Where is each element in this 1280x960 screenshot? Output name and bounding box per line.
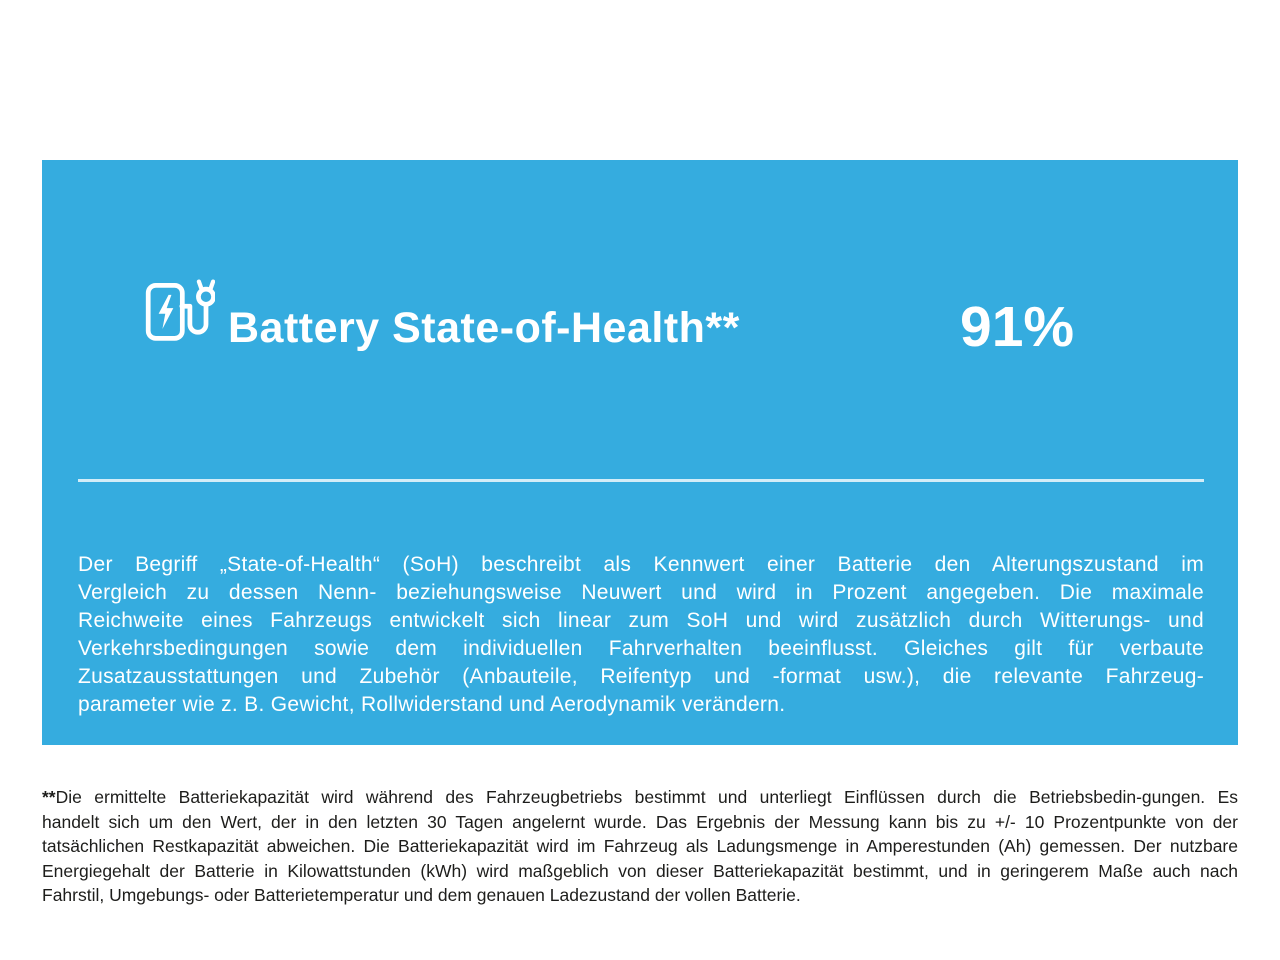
footnote	[42, 785, 1238, 908]
footnote-line: Energiegehalt der Batterie in Kilowattstunden (kWh) wird maßgeblich von dieser Batteriekapazität bestimmt, und in geringerem Maße auch nach	[42, 860, 1238, 881]
card-description	[78, 551, 1204, 719]
footnote-line: tatsächlichen Restkapazität abweichen. Die Batteriekapazität wird im Fahrzeug als Ladungsmenge in Amperestunden (Ah) gemessen. Der nutzbare	[42, 836, 1238, 856]
description-line: Zusatzausstattungen und Zubehör (Anbauteile, Reifentyp und -format usw.), die relevante Fahrzeug-	[78, 665, 1204, 688]
footnote-line-text: Die ermittelte Batteriekapazität wird während des Fahrzeugbetriebs bestimmt und unterliegt Einflüssen durch die Betriebsbedin-gungen. Es	[55, 787, 1238, 807]
charging-station-icon	[143, 274, 215, 346]
footnote-marker: **	[42, 787, 56, 807]
description-line: Reichweite eines Fahrzeugs entwickelt sich linear zum SoH und wird zusätzlich durch Witterungs- und	[78, 609, 1204, 632]
battery-soh-card	[42, 160, 1238, 745]
footnote-line: Fahrstil, Umgebungs- oder Batterietemperatur und dem genauen Ladezustand der vollen Batterie.	[42, 885, 801, 905]
footnote-line	[42, 785, 1238, 810]
card-title: Battery State-of-Health**	[228, 304, 740, 352]
description-line: Verkehrsbedingungen sowie dem individuellen Fahrverhalten beeinflusst. Gleiches gilt für verbaute	[78, 637, 1204, 660]
description-line: Vergleich zu dessen Nenn- beziehungsweise Neuwert und wird in Prozent angegeben. Die maximale	[78, 581, 1204, 604]
soh-value: 91%	[960, 295, 1075, 359]
divider	[78, 479, 1204, 482]
description-line: Der Begriff „State-of-Health“ (SoH) beschreibt als Kennwert einer Batterie den Alterungszustand im	[78, 553, 1204, 576]
description-line: parameter wie z. B. Gewicht, Rollwiderstand und Aerodynamik verändern.	[78, 693, 786, 716]
footnote-line: handelt sich um den Wert, der in den letzten 30 Tagen angelernt wurde. Das Ergebnis der Messung kann bis zu +/- 10 Prozentpunkte von der	[42, 811, 1238, 832]
